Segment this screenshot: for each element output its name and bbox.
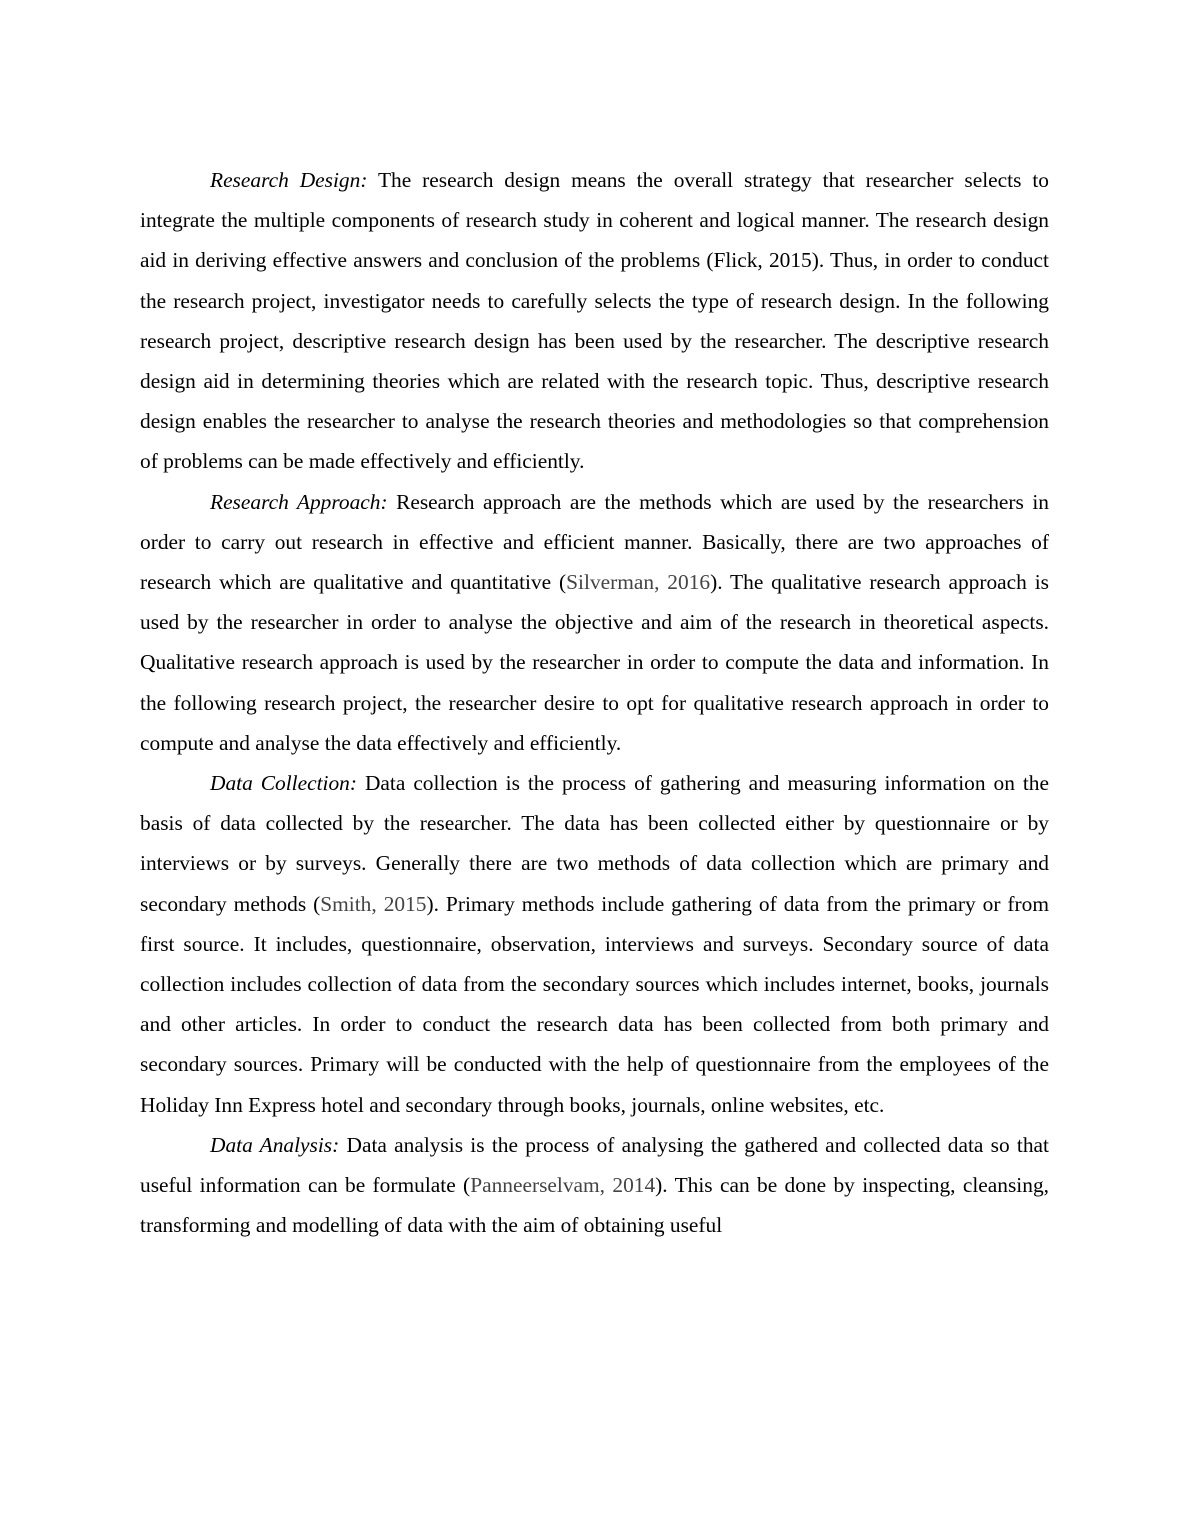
section-heading: Data Collection:	[210, 771, 357, 796]
paragraph-data-analysis	[140, 1125, 1049, 1246]
paragraph-text: Data analysis is the process of analysing the gathered and collected data so that useful information can be formulate (	[140, 1132, 1049, 1198]
paragraph-text: Research approach are the methods which are used by the researchers in order to carry out research in effective and efficient manner. Basically, there are two approaches of research which are qualitative and quantitative (	[140, 489, 1049, 595]
citation: Smith, 2015	[320, 891, 427, 916]
paragraph-research-approach	[140, 482, 1049, 763]
section-heading: Research Design:	[210, 168, 368, 192]
section-heading: Research Approach:	[210, 489, 388, 514]
paragraph-text: The research design means the overall strategy that researcher selects to integrate the multiple components of research study in coherent and logical manner. The research design aid in deriving effective answers and conclusion of the problems (Flick, 2015). Thus, in order to conduct the research project, investigator needs to carefully selects the type of research design. In the following research project, descriptive research design has been used by the researcher. The descriptive research design aid in determining theories which are related with the research topic. Thus, descriptive research design enables the researcher to analyse the research theories and methodologies so that comprehension of problems can be made effectively and efficiently.	[140, 168, 1049, 474]
paragraph-text: Data collection is the process of gathering and measuring information on the basis of data collected by the researcher. The data has been collected either by questionnaire or by interviews or by surveys. Generally there are two methods of data collection which are primary and secondary methods (	[140, 771, 1049, 916]
paragraph-data-collection	[140, 763, 1049, 1125]
paragraph-text: ). Primary methods include gathering of data from the primary or from first source. It includes, questionnaire, observation, interviews and surveys. Secondary source of data collection includes collection of data from the secondary sources which includes internet, books, journals and other articles. In order to conduct the research data has been collected from both primary and secondary sources. Primary will be conducted with the help of questionnaire from the employees of the Holiday Inn Express hotel and secondary through books, journals, online websites, etc.	[140, 891, 1050, 1117]
paragraph-text: ). The qualitative research approach is used by the researcher in order to analyse the objective and aim of the research in theoretical aspects. Qualitative research approach is used by the researcher in order to compute the data and information. In the following research project, the researcher desire to opt for qualitative research approach in order to compute and analyse the data effectively and efficiently.	[140, 570, 1049, 755]
paragraph-text: ). This can be done by inspecting, cleansing, transforming and modelling of data with the aim of obtaining useful	[140, 1173, 1049, 1238]
citation: Silverman, 2016	[566, 570, 711, 595]
paragraph-research-design	[140, 160, 1049, 482]
document-page	[140, 160, 1049, 1245]
section-heading: Data Analysis:	[210, 1132, 340, 1157]
citation: Panneerselvam, 2014	[470, 1173, 656, 1198]
